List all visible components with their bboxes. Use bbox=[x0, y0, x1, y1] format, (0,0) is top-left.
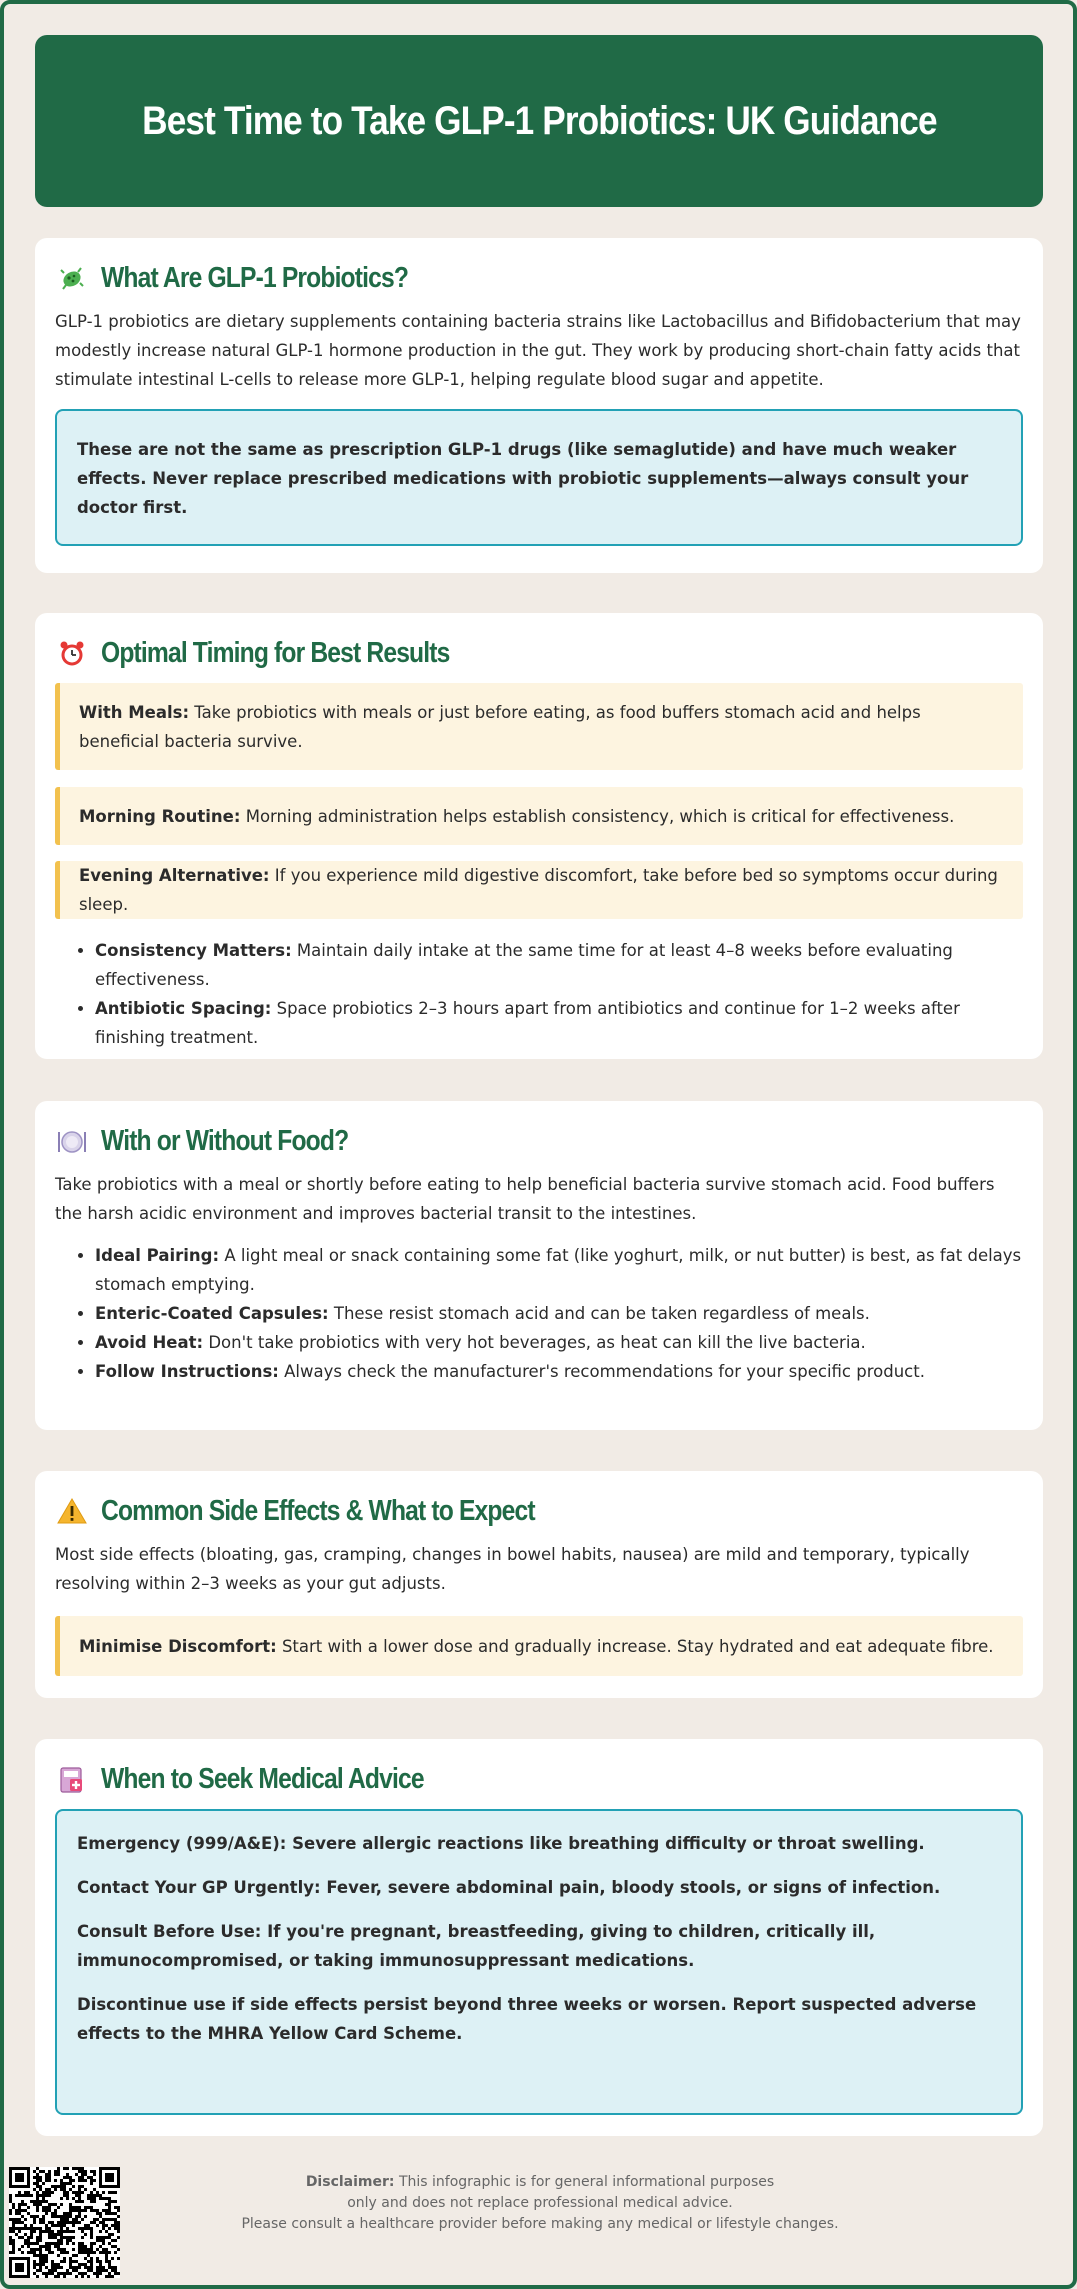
disclaimer-line-3: Please consult a healthcare provider before making any medical or lifestyle changes. bbox=[241, 2216, 839, 2232]
food-bullets bbox=[95, 1241, 1023, 1386]
tip-evening-alternative bbox=[55, 861, 1023, 919]
item-text: A light meal or snack containing some fat (like yoghurt, milk, or nut butter) is best, as fat delays stomach emptying. bbox=[95, 1246, 1022, 1294]
alarm-clock-icon bbox=[57, 638, 87, 668]
tip-minimise-discomfort bbox=[55, 1616, 1023, 1676]
plate-icon bbox=[57, 1126, 87, 1156]
list-item bbox=[95, 1328, 1023, 1357]
section-what-are bbox=[35, 238, 1043, 573]
section-optimal-timing bbox=[35, 613, 1043, 1059]
disclaimer-label: Disclaimer: bbox=[305, 2174, 395, 2190]
tip-label: Evening Alternative: bbox=[79, 866, 270, 885]
callout-item: Consult Before Use: If you're pregnant, breastfeeding, giving to children, critically ill, immunocompromised, or taking immunosuppressant medications. bbox=[77, 1922, 876, 1970]
callout-item: Contact Your GP Urgently: Fever, severe abdominal pain, bloody stools, or signs of infection. bbox=[77, 1878, 941, 1897]
section-side-effects bbox=[35, 1471, 1043, 1698]
disclaimer-line-2: only and does not replace professional medical advice. bbox=[347, 2195, 733, 2211]
list-item bbox=[95, 936, 1023, 994]
item-text: Space probiotics 2–3 hours apart from antibiotics and continue for 1–2 weeks after finishing treatment. bbox=[95, 999, 960, 1047]
callout-item: Emergency (999/A&E): Severe allergic reactions like breathing difficulty or throat swelling. bbox=[77, 1834, 925, 1853]
callout-item: Discontinue use if side effects persist beyond three weeks or worsen. Report suspected adverse effects to the MHRA Yellow Card Scheme. bbox=[77, 1995, 977, 2043]
list-item bbox=[95, 1357, 1023, 1386]
item-text: Don't take probiotics with very hot beverages, as heat can kill the live bacteria. bbox=[203, 1333, 866, 1352]
section-header bbox=[55, 1491, 1023, 1531]
section-heading: When to Seek Medical Advice bbox=[101, 1762, 424, 1795]
tip-text: Morning administration helps establish consistency, which is critical for effectiveness. bbox=[240, 806, 955, 826]
microbe-icon bbox=[57, 263, 87, 293]
qr-code bbox=[9, 2167, 120, 2278]
section-intro: Most side effects (bloating, gas, cramping, changes in bowel habits, nausea) are mild and temporary, typically resolving within 2–3 weeks as your gut adjusts. bbox=[55, 1545, 970, 1593]
list-item bbox=[95, 1241, 1023, 1299]
section-intro: GLP-1 probiotics are dietary supplements containing bacteria strains like Lactobacillus and Bifidobacterium that may modestly increase natural GLP-1 hormone production in the gut. They work by producing short-chain fatty acids that stimulate intestinal L-cells to release more GLP-1, helping regulate blood sugar and appetite. bbox=[55, 312, 1021, 389]
item-label: Consistency Matters: bbox=[95, 941, 292, 960]
page-title: Best Time to Take GLP-1 Probiotics: UK Guidance bbox=[141, 98, 937, 143]
disclaimer-line-1: This infographic is for general informational purposes bbox=[394, 2174, 775, 2190]
item-label: Avoid Heat: bbox=[95, 1333, 204, 1352]
tip-text: If you experience mild digestive discomfort, take before bed so symptoms occur during sleep. bbox=[79, 866, 998, 914]
section-heading: With or Without Food? bbox=[101, 1124, 349, 1157]
item-label: Enteric-Coated Capsules: bbox=[95, 1304, 329, 1323]
tip-morning-routine bbox=[55, 787, 1023, 845]
list-item bbox=[95, 1299, 1023, 1328]
tip-text: Take probiotics with meals or just before eating, as food buffers stomach acid and helps beneficial bacteria survive. bbox=[79, 702, 921, 751]
tip-text: Start with a lower dose and gradually increase. Stay hydrated and eat adequate fibre. bbox=[276, 1636, 994, 1656]
item-text: Maintain daily intake at the same time for at least 4–8 weeks before evaluating effectiveness. bbox=[95, 941, 953, 989]
page-header bbox=[35, 35, 1043, 207]
timing-bullets bbox=[95, 936, 1023, 1052]
tip-with-meals bbox=[55, 683, 1023, 770]
tip-label: Minimise Discomfort: bbox=[79, 1636, 277, 1656]
item-text: These resist stomach acid and can be taken regardless of meals. bbox=[328, 1304, 870, 1323]
medical-kit-icon bbox=[57, 1764, 87, 1794]
section-heading: What Are GLP-1 Probiotics? bbox=[101, 261, 409, 294]
medical-callout bbox=[55, 1809, 1023, 2115]
item-text: Always check the manufacturer's recommendations for your specific product. bbox=[278, 1362, 925, 1381]
item-label: Antibiotic Spacing: bbox=[95, 999, 272, 1018]
item-label: Follow Instructions: bbox=[95, 1362, 279, 1381]
section-header bbox=[55, 1121, 1023, 1161]
disclaimer bbox=[230, 2172, 850, 2235]
section-intro: Take probiotics with a meal or shortly before eating to help beneficial bacteria survive stomach acid. Food buffers the harsh acidic environment and improves bacterial transit to the intestines. bbox=[55, 1175, 995, 1223]
tip-label: Morning Routine: bbox=[79, 806, 241, 826]
warning-icon bbox=[57, 1496, 87, 1526]
section-header bbox=[55, 258, 1023, 298]
tip-label: With Meals: bbox=[79, 702, 190, 722]
section-with-food bbox=[35, 1101, 1043, 1430]
item-label: Ideal Pairing: bbox=[95, 1246, 220, 1265]
section-header bbox=[55, 633, 1023, 673]
list-item bbox=[95, 994, 1023, 1052]
section-heading: Optimal Timing for Best Results bbox=[101, 636, 450, 669]
section-header bbox=[55, 1759, 1023, 1799]
section-heading: Common Side Effects & What to Expect bbox=[101, 1494, 535, 1527]
info-callout bbox=[55, 409, 1023, 546]
callout-text: These are not the same as prescription GLP-1 drugs (like semaglutide) and have much weaker effects. Never replace prescribed medications with probiotic supplements—always consult your doctor first. bbox=[77, 440, 969, 517]
section-medical-advice bbox=[35, 1739, 1043, 2136]
